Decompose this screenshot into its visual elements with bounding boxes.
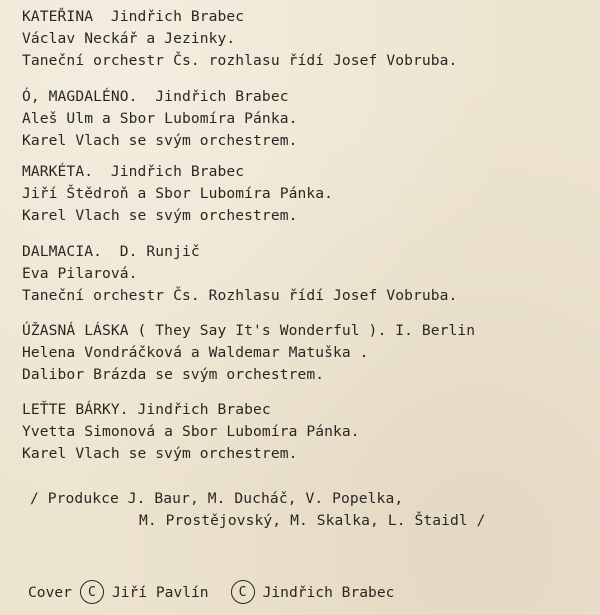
track-performer: Eva Pilarová. bbox=[22, 265, 138, 282]
track-title: DALMACIA. D. Runjič bbox=[22, 243, 200, 260]
track-orchestra: Karel Vlach se svým orchestrem. bbox=[22, 445, 298, 462]
copyright-icon: C bbox=[80, 580, 104, 604]
copyright-icon: C bbox=[231, 580, 255, 604]
track-2 bbox=[22, 86, 592, 152]
track-orchestra: Karel Vlach se svým orchestrem. bbox=[22, 132, 298, 149]
cover-label: Cover bbox=[28, 583, 72, 601]
track-performer: Aleš Ulm a Sbor Lubomíra Pánka. bbox=[22, 110, 298, 127]
production-line-2: M. Prostějovský, M. Skalka, L. Štaidl / bbox=[139, 512, 486, 529]
track-orchestra: Taneční orchestr Čs. rozhlasu řídí Josef Vobruba. bbox=[22, 52, 458, 69]
track-orchestra: Karel Vlach se svým orchestrem. bbox=[22, 207, 298, 224]
cover-artist-name: Jiří Pavlín bbox=[111, 583, 209, 601]
track-1 bbox=[22, 6, 592, 72]
track-4 bbox=[22, 241, 592, 307]
production-credits bbox=[30, 488, 590, 532]
track-title: Ó, MAGDALÉNO. Jindřich Brabec bbox=[22, 88, 289, 105]
track-title: ÚŽASNÁ LÁSKA ( They Say It's Wonderful ). I. Berlin bbox=[22, 322, 476, 339]
track-performer: Václav Neckář a Jezinky. bbox=[22, 30, 236, 47]
track-performer: Jiří Štědroň a Sbor Lubomíra Pánka. bbox=[22, 185, 334, 202]
track-performer: Yvetta Simonová a Sbor Lubomíra Pánka. bbox=[22, 423, 360, 440]
track-title: MARKÉTA. Jindřich Brabec bbox=[22, 163, 245, 180]
track-performer: Helena Vondráčková a Waldemar Matuška . bbox=[22, 344, 369, 361]
copyright-holder-name: Jindřich Brabec bbox=[262, 583, 395, 601]
track-title: KATEŘINA Jindřich Brabec bbox=[22, 8, 245, 25]
track-6 bbox=[22, 399, 592, 465]
track-orchestra: Taneční orchestr Čs. Rozhlasu řídí Josef Vobruba. bbox=[22, 287, 458, 304]
production-line-1: / Produkce J. Baur, M. Ducháč, V. Popelka, bbox=[30, 490, 404, 507]
track-title: LEŤTE BÁRKY. Jindřich Brabec bbox=[22, 401, 271, 418]
track-5 bbox=[22, 320, 592, 386]
cover-credits bbox=[28, 577, 394, 607]
track-orchestra: Dalibor Brázda se svým orchestrem. bbox=[22, 366, 325, 383]
track-3 bbox=[22, 161, 592, 227]
